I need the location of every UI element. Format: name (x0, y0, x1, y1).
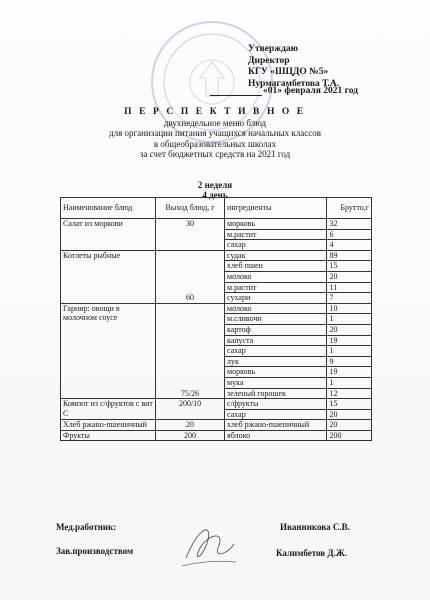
gross-weight-cell: 7 (327, 293, 372, 304)
dish-yield-cell: 20 (156, 420, 225, 431)
nurse-name: Иванникова С.В. (280, 522, 350, 532)
day-number: 4 день (202, 190, 228, 200)
menu-table (60, 197, 372, 441)
dish-yield-cell: 200/10 (156, 399, 225, 420)
dish-name-cell: Компот из с/фруктов с вит С (61, 399, 156, 420)
approval-date (210, 86, 358, 96)
gross-weight-cell: 20 (327, 420, 372, 431)
ingredient-cell: судак (225, 250, 327, 261)
ingredient-cell: зеленый горошек (225, 388, 327, 399)
dish-name-cell: Котлеты рыбные (61, 250, 156, 303)
dish-yield-cell: 60 (156, 250, 225, 303)
gross-weight-cell: 20 (327, 324, 372, 335)
dish-yield-cell: 30 (156, 219, 225, 251)
header-ingredients: ингредиенты (225, 198, 327, 219)
ingredient-cell: молоко (225, 303, 327, 314)
ingredient-cell: сухари (225, 293, 327, 304)
dish-yield-cell: 75/26 (156, 303, 225, 398)
nurse-role: Мед.работник: (56, 522, 117, 532)
document-title: П Е Р С П Е К Т И В Н О Е (124, 107, 306, 117)
ingredient-cell: хлеб ржано-пшеничный (225, 420, 327, 431)
gross-weight-cell: 32 (327, 219, 372, 230)
heading-line: для организации питания учащихся начальных классов (109, 128, 321, 138)
gross-weight-cell: 200 (327, 430, 372, 441)
dish-name-cell: Хлеб ржано-пшеничный (61, 420, 156, 431)
ingredient-cell: лук (225, 356, 327, 367)
ingredient-cell: сахар (225, 346, 327, 357)
production-head-role: Зав.производством (56, 546, 134, 556)
table-row (61, 303, 372, 314)
handwritten-signature (178, 518, 240, 572)
gross-weight-cell: 11 (327, 282, 372, 293)
production-head-name: Калимбетов Д.Ж. (276, 548, 348, 558)
ingredient-cell: капуста (225, 335, 327, 346)
table-row (61, 420, 372, 431)
gross-weight-cell: 12 (327, 388, 372, 399)
gross-weight-cell: 15 (327, 261, 372, 272)
signature-blank (210, 95, 262, 96)
table-row (61, 250, 372, 261)
heading-line: двухнедельное меню блюд (163, 117, 267, 128)
approval-line: Нурмагамбетова Т.А. (248, 78, 340, 89)
ingredient-cell: мука (225, 377, 327, 388)
heading-line: в общеобразовательных школах (153, 138, 277, 149)
header-yield: Выход блюд, г (156, 198, 225, 219)
table-row (61, 219, 372, 230)
ingredient-cell: хлеб пшен (225, 261, 327, 272)
dish-name-cell: Гарнир: овощи в молочном соусе (61, 303, 156, 398)
table-row (61, 399, 372, 410)
gross-weight-cell: 1 (327, 346, 372, 357)
gross-weight-cell: 1 (327, 377, 372, 388)
ingredient-cell: м.растит (225, 229, 327, 240)
ingredient-cell: м.сливочн (225, 314, 327, 325)
ingredient-cell: картоф (225, 324, 327, 335)
gross-weight-cell: 10 (327, 303, 372, 314)
gross-weight-cell: 1 (327, 314, 372, 325)
approval-line: Утверждаю (248, 44, 298, 54)
ingredient-cell: сахар (225, 409, 327, 420)
table-row (61, 430, 372, 441)
gross-weight-cell: 20 (327, 409, 372, 420)
week-number: 2 неделя (197, 180, 233, 190)
approval-date-text: «01» февраля 2021 год (263, 86, 358, 96)
approval-line: Директор (248, 55, 290, 66)
approval-line: КГУ «ШЦДО №5» (248, 67, 329, 77)
approval-block (248, 44, 339, 90)
gross-weight-cell: 20 (327, 271, 372, 282)
header-dish: Наименование блюд (61, 198, 156, 219)
document-heading (60, 107, 370, 160)
ingredient-cell: яблоко (225, 430, 327, 441)
ingredient-cell: морковь (225, 367, 327, 378)
table-header-row (61, 198, 372, 219)
ingredient-cell: молоко (225, 271, 327, 282)
ingredient-cell: с/фрукты (225, 399, 327, 410)
ingredient-cell: сахар (225, 240, 327, 251)
gross-weight-cell: 19 (327, 367, 372, 378)
header-gross: Брутто,г (327, 198, 372, 219)
heading-line: за счет бюджетных средств на 2021 год (139, 149, 291, 159)
gross-weight-cell: 4 (327, 240, 372, 251)
dish-name-cell: Салат из моркови (61, 219, 156, 251)
dish-name-cell: Фрукты (61, 430, 156, 441)
dish-yield-cell: 200 (156, 430, 225, 441)
ingredient-cell: морковь (225, 219, 327, 230)
gross-weight-cell: 19 (327, 335, 372, 346)
gross-weight-cell: 9 (327, 356, 372, 367)
gross-weight-cell: 6 (327, 229, 372, 240)
gross-weight-cell: 89 (327, 250, 372, 261)
gross-weight-cell: 15 (327, 399, 372, 410)
ingredient-cell: м.растит (225, 282, 327, 293)
